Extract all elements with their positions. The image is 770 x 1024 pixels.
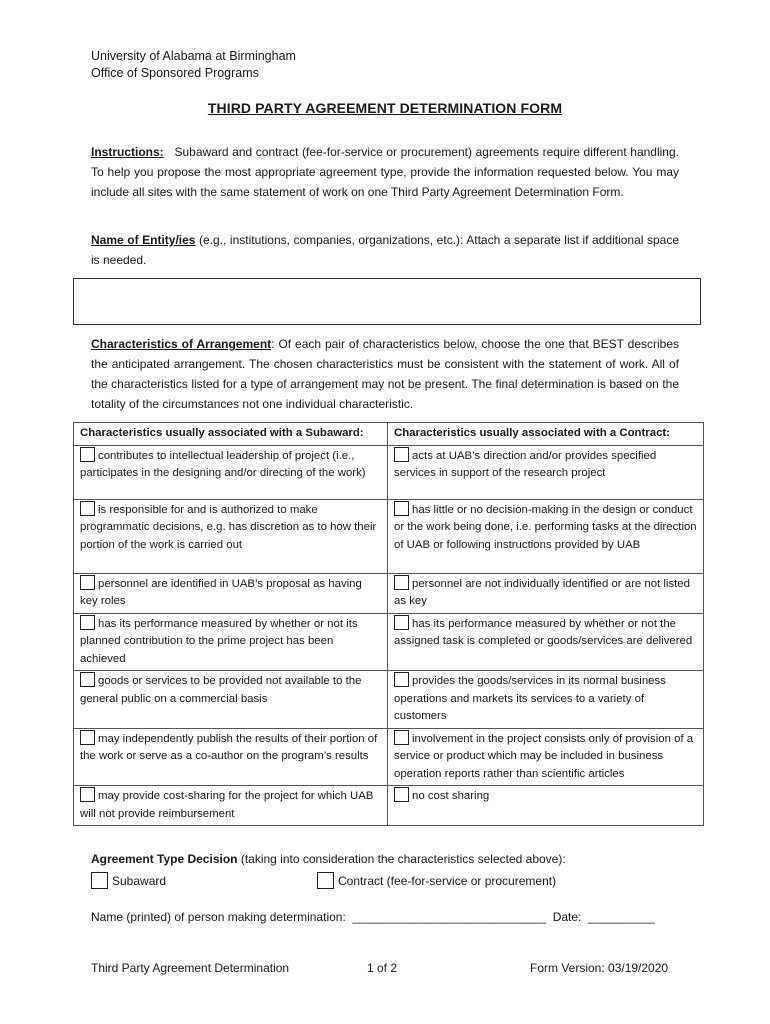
contract-checkbox[interactable] (394, 575, 409, 590)
contract-checkbox[interactable] (394, 615, 409, 630)
subaward-text: goods or services to be provided not available to the general public on a commercial basis (80, 675, 362, 705)
contract-text: personnel are not individually identified or are not listed as key (394, 577, 690, 607)
table-row (74, 613, 704, 671)
contract-text: involvement in the project consists only of provision of a service or product which may be included in business operation reports rather than scientific articles (394, 732, 694, 780)
university-name: University of Alabama at Birmingham (91, 49, 296, 63)
contract-checkbox[interactable] (394, 501, 409, 516)
entity-paragraph (91, 230, 679, 270)
footer-form-version: Form Version: 03/19/2020 (530, 961, 669, 975)
subaward-checkbox[interactable] (80, 615, 95, 630)
contract-decision-checkbox[interactable] (317, 872, 334, 889)
form-title: THIRD PARTY AGREEMENT DETERMINATION FORM (207, 100, 563, 116)
subaward-text: personnel are identified in UAB’s proposal as having key roles (80, 577, 362, 607)
header (91, 48, 296, 82)
subaward-text: has its performance measured by whether or not its planned contribution to the prime project has been achieved (80, 617, 358, 665)
subaward-checkbox[interactable] (80, 501, 95, 516)
contract-checkbox[interactable] (394, 672, 409, 687)
contract-text: has its performance measured by whether or not the assigned task is completed or goods/services are delivered (394, 617, 693, 647)
entity-text: (e.g., institutions, companies, organizations, etc.): Attach a separate list if additional space is needed. (91, 233, 680, 267)
contract-cell (388, 786, 704, 826)
date-label: Date: (552, 910, 582, 924)
table-header-row (74, 423, 704, 446)
table-row (74, 671, 704, 729)
subaward-column-header: Characteristics usually associated with a Subaward: (74, 423, 388, 446)
contract-checkbox[interactable] (394, 787, 409, 802)
contract-cell (388, 728, 704, 786)
subaward-checkbox[interactable] (80, 575, 95, 590)
entity-name-input[interactable] (73, 278, 701, 325)
instructions-label: Instructions: (91, 145, 164, 159)
contract-text: has little or no decision-making in the design or conduct or the work being done, i.e. performing tasks at the direction of UAB or following instructions provided by UAB (394, 503, 697, 551)
characteristics-paragraph: Characteristics of Arrangement: Of each pair of characteristics below, choose the one that BEST describes the anticipated arrangement. The chosen characteristics must be consistent with the statement of work. All of the characteristics listed for a type of arrangement may not be present. The final determination is based on the totality of the circumstances not one individual characteristic. (91, 337, 680, 411)
date-field[interactable]: __________ (588, 910, 655, 924)
table-row (74, 728, 704, 786)
subaward-checkbox[interactable] (80, 447, 95, 462)
subaward-cell (74, 573, 388, 613)
subaward-option-label: Subaward (112, 874, 167, 888)
table-row (74, 445, 704, 499)
name-field[interactable]: _____________________________ (352, 910, 547, 924)
table-row (74, 499, 704, 573)
office-name: Office of Sponsored Programs (91, 66, 259, 80)
subaward-cell (74, 728, 388, 786)
footer-doc-title: Third Party Agreement Determination (91, 961, 290, 975)
subaward-text: may independently publish the results of their portion of the work or serve as a co-author on the program’s results (80, 732, 378, 762)
name-label: Name (printed) of person making determination: (91, 910, 346, 924)
contract-checkbox[interactable] (394, 447, 409, 462)
subaward-text: may provide cost-sharing for the project for which UAB will not provide reimbursement (80, 790, 374, 820)
subaward-cell (74, 499, 388, 573)
subaward-text: contributes to intellectual leadership of project (i.e., participates in the designing and/or directing of the work) (80, 449, 366, 479)
subaward-decision-checkbox[interactable] (91, 872, 108, 889)
subaward-cell (74, 786, 388, 826)
instructions-paragraph (91, 142, 679, 202)
table-row (74, 573, 704, 613)
subaward-checkbox[interactable] (80, 672, 95, 687)
footer-page-number: 1 of 2 (367, 961, 398, 975)
contract-text: provides the goods/services in its normal business operations and markets its services to a variety of customers (394, 675, 666, 722)
subaward-checkbox[interactable] (80, 730, 95, 745)
contract-option (317, 872, 556, 890)
characteristics-label: Characteristics of Arrangement (91, 337, 272, 351)
subaward-text: is responsible for and is authorized to make programmatic decisions, e.g. has discretion as to how their portion of the work is carried out (80, 503, 377, 551)
entity-label: Name of Entity/ies (91, 233, 196, 247)
subaward-cell (74, 671, 388, 729)
contract-column-header: Characteristics usually associated with a Contract: (388, 423, 704, 446)
contract-cell (388, 445, 704, 499)
subaward-option (91, 872, 166, 890)
subaward-cell (74, 445, 388, 499)
decision-text: (taking into consideration the characteristics selected above): (240, 852, 566, 866)
agreement-decision (91, 850, 566, 868)
contract-checkbox[interactable] (394, 730, 409, 745)
contract-text: no cost sharing (412, 790, 490, 802)
contract-cell (388, 671, 704, 729)
table-row (74, 786, 704, 826)
characteristics-text: Of each pair of characteristics below, choose the one that BEST describes the anticipated arrangement. The chosen characteristics must be consistent with the statement of work. All of the characteristics listed for a type of arrangement may not be present. The final determination is based on the totality of the circumstances not one individual characteristic. (91, 337, 680, 411)
characteristics-table (73, 422, 704, 826)
subaward-checkbox[interactable] (80, 787, 95, 802)
contract-cell (388, 499, 704, 573)
decision-label: Agreement Type Decision (91, 852, 238, 866)
contract-cell (388, 613, 704, 671)
signature-row (91, 908, 655, 926)
instructions-text: Subaward and contract (fee-for-service or procurement) agreements require different handling. To help you propose the most appropriate agreement type, provide the information requested below. You may include all sites with the same statement of work on one Third Party Agreement Determination Form. (91, 145, 679, 199)
contract-option-label: Contract (fee-for-service or procurement) (338, 874, 557, 888)
subaward-cell (74, 613, 388, 671)
contract-cell (388, 573, 704, 613)
contract-text: acts at UAB’s direction and/or provides specified services in support of the research project (394, 449, 657, 479)
